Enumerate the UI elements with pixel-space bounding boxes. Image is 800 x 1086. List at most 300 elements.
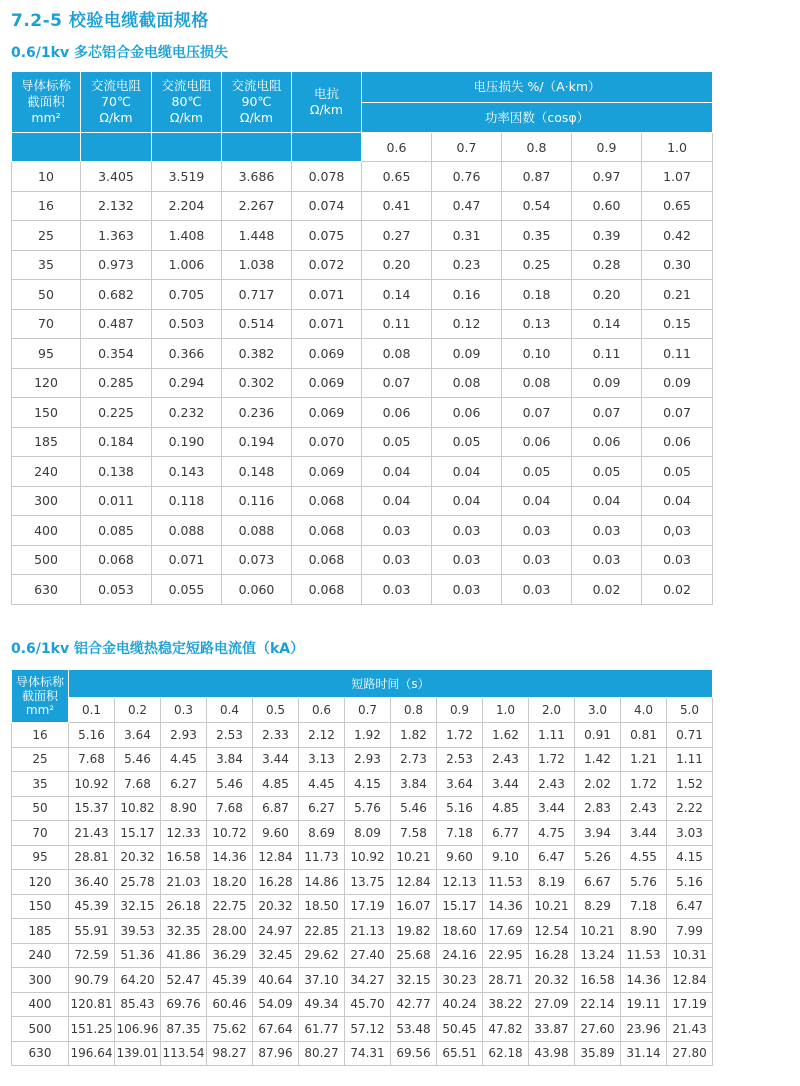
cell: 0.071 [152,545,222,575]
table-row [12,870,713,895]
pf-1.0: 1.0 [642,133,713,162]
cell: 0.06 [502,427,572,457]
cell: 0.76 [432,162,502,192]
cell: 1.52 [667,772,713,797]
cell: 9.10 [483,845,529,870]
cell: 14.36 [483,894,529,919]
cell: 12.54 [529,919,575,944]
cell: 1.11 [667,747,713,772]
cell: 35.89 [575,1041,621,1066]
cell: 27.09 [529,992,575,1017]
table-row [12,339,713,369]
row-section: 120 [12,368,81,398]
row-section: 185 [12,919,69,944]
row-section: 150 [12,894,69,919]
cell: 0.194 [222,427,292,457]
cell: 0.04 [362,486,432,516]
cell: 2.204 [152,191,222,221]
cell: 8.29 [575,894,621,919]
cell: 0.07 [502,398,572,428]
cell: 22.14 [575,992,621,1017]
cell: 0.071 [292,309,362,339]
table-row [12,943,713,968]
cell: 17.19 [667,992,713,1017]
row-section: 400 [12,516,81,546]
cell: 0.30 [642,250,713,280]
header-r90: 交流电阻 90℃ Ω/km [222,72,292,133]
cell: 0.069 [292,398,362,428]
table-row [12,894,713,919]
cell: 17.19 [345,894,391,919]
cell: 27.40 [345,943,391,968]
cell: 0.068 [292,545,362,575]
cell: 1.72 [529,747,575,772]
cell: 2.93 [161,723,207,748]
table-row [12,723,713,748]
cell: 54.09 [253,992,299,1017]
cell: 4.85 [483,796,529,821]
row-section: 25 [12,221,81,251]
cell: 1.07 [642,162,713,192]
cell: 0.04 [362,457,432,487]
row-section: 240 [12,943,69,968]
cell: 10.92 [345,845,391,870]
cell: 0.071 [292,280,362,310]
cell: 90.79 [69,968,115,993]
cell: 85.43 [115,992,161,1017]
cell: 10.21 [575,919,621,944]
cell: 1.448 [222,221,292,251]
cell: 45.39 [207,968,253,993]
cell: 0.717 [222,280,292,310]
cell: 0.54 [502,191,572,221]
cell: 13.24 [575,943,621,968]
cell: 10.21 [529,894,575,919]
cell: 0.21 [642,280,713,310]
cell: 12.13 [437,870,483,895]
cell: 0.03 [362,545,432,575]
cell: 3.44 [621,821,667,846]
header-reactance: 电抗 Ω/km [292,72,362,133]
table-row [12,398,713,428]
cell: 0.15 [642,309,713,339]
cell: 20.32 [529,968,575,993]
cell: 0.053 [81,575,152,605]
cell: 0.47 [432,191,502,221]
cell: 1.006 [152,250,222,280]
pf-0.9: 0.9 [572,133,642,162]
cell: 43.98 [529,1041,575,1066]
cell: 69.56 [391,1041,437,1066]
cell: 32.15 [115,894,161,919]
cell: 0.04 [642,486,713,516]
cell: 1.038 [222,250,292,280]
cell: 2.53 [207,723,253,748]
cell: 28.00 [207,919,253,944]
cell: 20.32 [253,894,299,919]
t2-time-values [12,698,713,723]
row-section: 300 [12,486,81,516]
cell: 4.15 [345,772,391,797]
cell: 0.07 [572,398,642,428]
cell: 0.20 [362,250,432,280]
cell: 7.18 [621,894,667,919]
cell: 7.68 [207,796,253,821]
time-value: 0.6 [299,698,345,723]
cell: 6.27 [299,796,345,821]
cell: 0.04 [432,457,502,487]
cell: 0,03 [642,516,713,546]
cell: 3.64 [115,723,161,748]
cell: 0.682 [81,280,152,310]
cell: 55.91 [69,919,115,944]
cell: 0.232 [152,398,222,428]
pf-0.8: 0.8 [502,133,572,162]
cell: 18.20 [207,870,253,895]
cell: 0.09 [572,368,642,398]
cell: 40.64 [253,968,299,993]
table-row [12,1041,713,1066]
table-row [12,309,713,339]
voltage-loss-body [12,162,713,605]
table-row [12,221,713,251]
cell: 32.15 [391,968,437,993]
time-value: 3.0 [575,698,621,723]
cell: 0.39 [572,221,642,251]
cell: 27.80 [667,1041,713,1066]
row-section: 35 [12,250,81,280]
cell: 2.12 [299,723,345,748]
cell: 0.225 [81,398,152,428]
cell: 34.27 [345,968,391,993]
cell: 0.03 [432,516,502,546]
cell: 17.69 [483,919,529,944]
cell: 2.53 [437,747,483,772]
row-section: 50 [12,796,69,821]
cell: 26.18 [161,894,207,919]
t2-header-section: 导体标称 截面积 mm² [12,670,69,723]
cell: 0.11 [572,339,642,369]
cell: 7.18 [437,821,483,846]
cell: 8.90 [161,796,207,821]
t2-header-time: 短路时间（s） [69,670,713,698]
cell: 12.84 [667,968,713,993]
cell: 0.138 [81,457,152,487]
table-row [12,968,713,993]
row-section: 150 [12,398,81,428]
cell: 0.382 [222,339,292,369]
cell: 15.17 [437,894,483,919]
cell: 42.77 [391,992,437,1017]
cell: 0.118 [152,486,222,516]
cell: 5.46 [391,796,437,821]
cell: 0.14 [362,280,432,310]
cell: 0.65 [362,162,432,192]
row-section: 400 [12,992,69,1017]
time-value: 0.2 [115,698,161,723]
cell: 0.068 [292,516,362,546]
cell: 27.60 [575,1017,621,1042]
cell: 0.973 [81,250,152,280]
cell: 0.236 [222,398,292,428]
cell: 0.27 [362,221,432,251]
cell: 0.487 [81,309,152,339]
cell: 41.86 [161,943,207,968]
cell: 3.84 [391,772,437,797]
cell: 16.28 [253,870,299,895]
row-section: 240 [12,457,81,487]
cell: 0.354 [81,339,152,369]
cell: 0.190 [152,427,222,457]
cell: 10.31 [667,943,713,968]
cell: 0.060 [222,575,292,605]
cell: 6.87 [253,796,299,821]
cell: 14.36 [207,845,253,870]
cell: 37.10 [299,968,345,993]
cell: 0.03 [572,516,642,546]
cell: 0.04 [572,486,642,516]
cell: 10.21 [391,845,437,870]
cell: 74.31 [345,1041,391,1066]
cell: 0.07 [642,398,713,428]
cell: 0.08 [432,368,502,398]
table-row [12,1017,713,1042]
cell: 0.04 [502,486,572,516]
table-row [12,772,713,797]
cell: 25.78 [115,870,161,895]
cell: 32.35 [161,919,207,944]
cell: 0.070 [292,427,362,457]
cell: 11.53 [483,870,529,895]
row-section: 185 [12,427,81,457]
cell: 33.87 [529,1017,575,1042]
section-title: 7.2-5 校验电缆截面规格 [11,11,209,31]
cell: 45.39 [69,894,115,919]
row-section: 500 [12,1017,69,1042]
header-power-factor: 功率因数（cosφ） [362,103,713,133]
cell: 4.55 [621,845,667,870]
cell: 0.073 [222,545,292,575]
cell: 1.82 [391,723,437,748]
cell: 0.143 [152,457,222,487]
cell: 1.363 [81,221,152,251]
cell: 22.95 [483,943,529,968]
cell: 0.294 [152,368,222,398]
time-value: 1.0 [483,698,529,723]
cell: 38.22 [483,992,529,1017]
cell: 3.84 [207,747,253,772]
row-section: 500 [12,545,81,575]
cell: 67.64 [253,1017,299,1042]
cell: 7.68 [69,747,115,772]
cell: 14.36 [621,968,667,993]
cell: 30.23 [437,968,483,993]
cell: 0.503 [152,309,222,339]
cell: 1.72 [621,772,667,797]
cell: 5.26 [575,845,621,870]
cell: 120.81 [69,992,115,1017]
cell: 19.82 [391,919,437,944]
cell: 14.86 [299,870,345,895]
cell: 4.45 [161,747,207,772]
cell: 69.76 [161,992,207,1017]
cell: 0.04 [432,486,502,516]
table-row [12,845,713,870]
table-row [12,250,713,280]
cell: 24.16 [437,943,483,968]
cell: 16.07 [391,894,437,919]
row-section: 630 [12,1041,69,1066]
header-voltage-loss: 电压损失 %/（A·km） [362,72,713,103]
cell: 0.08 [362,339,432,369]
cell: 0.055 [152,575,222,605]
row-section: 95 [12,339,81,369]
cell: 60.46 [207,992,253,1017]
time-value: 0.9 [437,698,483,723]
cell: 0.05 [642,457,713,487]
cell: 0.16 [432,280,502,310]
cell: 0.23 [432,250,502,280]
cell: 0.184 [81,427,152,457]
cell: 18.50 [299,894,345,919]
row-section: 50 [12,280,81,310]
cell: 22.85 [299,919,345,944]
cell: 5.46 [115,747,161,772]
cell: 1.408 [152,221,222,251]
cell: 0.42 [642,221,713,251]
cell: 106.96 [115,1017,161,1042]
time-value: 0.5 [253,698,299,723]
cell: 6.27 [161,772,207,797]
cell: 0.088 [222,516,292,546]
cell: 11.73 [299,845,345,870]
cell: 31.14 [621,1041,667,1066]
cell: 65.51 [437,1041,483,1066]
cell: 2.02 [575,772,621,797]
cell: 0.11 [642,339,713,369]
cell: 0.05 [502,457,572,487]
row-section: 70 [12,821,69,846]
cell: 1.11 [529,723,575,748]
cell: 0.088 [152,516,222,546]
cell: 1.21 [621,747,667,772]
cell: 0.078 [292,162,362,192]
cell: 5.46 [207,772,253,797]
header-r80: 交流电阻 80℃ Ω/km [152,72,222,133]
cell: 51.36 [115,943,161,968]
table-row [12,191,713,221]
cell: 21.13 [345,919,391,944]
cell: 0.09 [642,368,713,398]
cell: 0.03 [502,575,572,605]
cell: 10.92 [69,772,115,797]
cell: 25.68 [391,943,437,968]
cell: 23.96 [621,1017,667,1042]
cell: 7.68 [115,772,161,797]
cell: 5.16 [69,723,115,748]
time-value: 4.0 [621,698,667,723]
table-row [12,368,713,398]
cell: 0.20 [572,280,642,310]
cell: 0.03 [362,516,432,546]
cell: 0.068 [292,486,362,516]
cell: 53.48 [391,1017,437,1042]
cell: 5.76 [345,796,391,821]
cell: 0.05 [432,427,502,457]
cell: 2.93 [345,747,391,772]
header-r70: 交流电阻 70℃ Ω/km [81,72,152,133]
cell: 0.069 [292,368,362,398]
cell: 4.75 [529,821,575,846]
cell: 5.16 [437,796,483,821]
cell: 3.686 [222,162,292,192]
cell: 8.09 [345,821,391,846]
cell: 6.47 [667,894,713,919]
cell: 139.01 [115,1041,161,1066]
cell: 0.03 [432,575,502,605]
cell: 49.34 [299,992,345,1017]
cell: 0.87 [502,162,572,192]
time-value: 5.0 [667,698,713,723]
cell: 0.285 [81,368,152,398]
row-section: 16 [12,723,69,748]
cell: 0.03 [572,545,642,575]
cell: 0.302 [222,368,292,398]
time-value: 0.7 [345,698,391,723]
cell: 0.03 [362,575,432,605]
cell: 3.44 [483,772,529,797]
cell: 0.81 [621,723,667,748]
cell: 0.03 [502,545,572,575]
voltage-loss-table [11,71,713,605]
cell: 12.84 [253,845,299,870]
cell: 16.28 [529,943,575,968]
cell: 2.83 [575,796,621,821]
cell: 0.068 [292,575,362,605]
cell: 6.77 [483,821,529,846]
cell: 2.132 [81,191,152,221]
cell: 32.45 [253,943,299,968]
cell: 0.011 [81,486,152,516]
row-section: 70 [12,309,81,339]
cell: 21.43 [69,821,115,846]
cell: 16.58 [575,968,621,993]
cell: 8.69 [299,821,345,846]
cell: 64.20 [115,968,161,993]
cell: 0.069 [292,457,362,487]
cell: 1.62 [483,723,529,748]
cell: 5.16 [667,870,713,895]
table-row [12,545,713,575]
cell: 10.82 [115,796,161,821]
cell: 62.18 [483,1041,529,1066]
cell: 57.12 [345,1017,391,1042]
cell: 0.075 [292,221,362,251]
short-circuit-body [12,723,713,1066]
cell: 5.76 [621,870,667,895]
row-section: 25 [12,747,69,772]
cell: 0.09 [432,339,502,369]
cell: 0.18 [502,280,572,310]
cell: 28.71 [483,968,529,993]
cell: 19.11 [621,992,667,1017]
row-section: 120 [12,870,69,895]
cell: 113.54 [161,1041,207,1066]
cell: 0.65 [642,191,713,221]
cell: 2.43 [621,796,667,821]
cell: 3.44 [529,796,575,821]
cell: 0.35 [502,221,572,251]
